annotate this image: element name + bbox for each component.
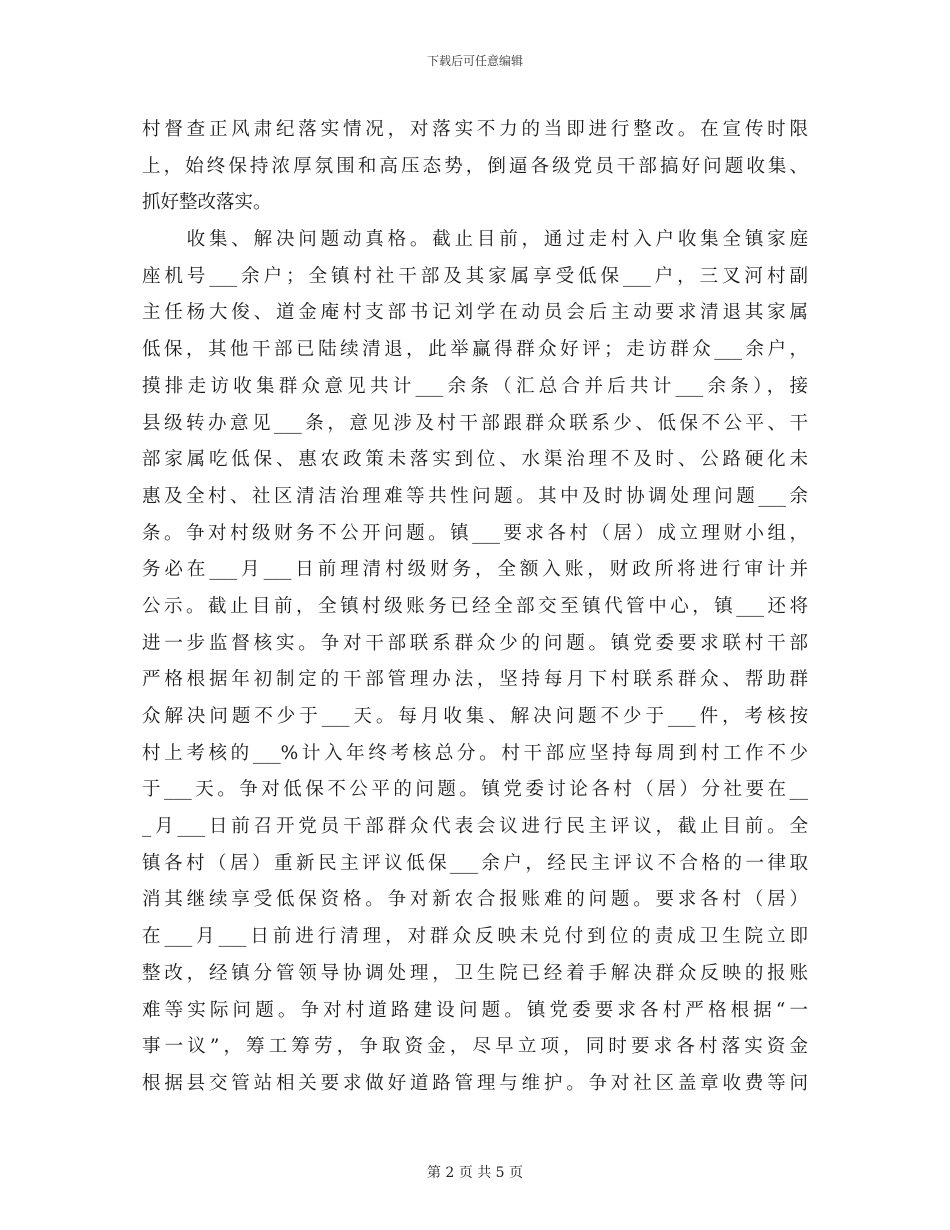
text-line: 在___月___日前进行清理，对群众反映未兑付到位的责成卫生院立即 <box>142 926 808 948</box>
text-line: 根据县交管站相关要求做好道路管理与维护。争对社区盖章收费等问 <box>142 1072 808 1094</box>
text-line: 上，始终保持浓厚氛围和高压态势，倒逼各级党员干部搞好问题收集、 <box>142 155 808 177</box>
text-line: 镇各村（居）重新民主评议低保___余户，经民主评议不合格的一律取 <box>142 852 808 874</box>
text-line: 座机号___余户；全镇村社干部及其家属享受低保___户，三叉河村副 <box>142 265 808 287</box>
text-line: 务必在___月___日前理清村级财务，全额入账，财政所将进行审计并 <box>142 559 808 581</box>
text-line: 收集、解决问题动真格。截止目前，通过走村入户收集全镇家庭 <box>142 229 808 251</box>
page-header: 下载后可任意编辑 <box>426 54 523 68</box>
text-line: 进一步监督核实。争对干部联系群众少的问题。镇党委要求联村干部 <box>142 632 808 654</box>
text-line: _月___日前召开党员干部群众代表会议进行民主评议，截止目前。全 <box>142 816 808 838</box>
text-line: 条。争对村级财务不公开问题。镇___要求各村（居）成立理财小组， <box>142 522 808 544</box>
document-body <box>142 112 808 1139</box>
text-line: 低保，其他干部已陆续清退，此举赢得群众好评；走访群众___余户， <box>142 339 808 361</box>
text-line: 公示。截止目前，全镇村级账务已经全部交至镇代管中心，镇___还将 <box>142 595 808 617</box>
text-line: 严格根据年初制定的干部管理办法，坚持每月下村联系群众、帮助群 <box>142 669 808 691</box>
text-line: 整改，经镇分管领导协调处理，卫生院已经着手解决群众反映的报账 <box>142 962 808 984</box>
paragraph-1 <box>142 112 808 222</box>
text-line: 县级转办意见___条，意见涉及村干部跟群众联系少、低保不公平、干 <box>142 412 808 434</box>
text-line: 村督查正风肃纪落实情况，对落实不力的当即进行整改。在宣传时限 <box>142 119 808 140</box>
text-line: 村上考核的___%计入年终考核总分。村干部应坚持每周到村工作不少 <box>142 742 808 764</box>
text-line: 抓好整改落实。 <box>142 192 272 214</box>
text-line: 摸排走访收集群众意见共计___余条（汇总合并后共计___余条），接 <box>142 375 808 397</box>
text-line: 主任杨大俊、道金庵村支部书记刘学在动员会后主动要求清退其家属 <box>142 302 808 324</box>
text-line <box>142 1103 808 1140</box>
text-line: 消其继续享受低保资格。争对新农合报账难的问题。要求各村（居） <box>142 889 808 911</box>
text-line: 于___天。争对低保不公平的问题。镇党委讨论各村（居）分社要在__ <box>142 779 808 801</box>
text-line: 事一议”，筹工筹劳，争取资金，尽早立项，同时要求各村落实资金 <box>142 1036 808 1058</box>
text-line: 惠及全村、社区清洁治理难等共性问题。其中及时协调处理问题___余 <box>142 485 808 507</box>
text-line: 众解决问题不少于___天。每月收集、解决问题不少于___件，考核按 <box>142 706 808 727</box>
page-number-footer: 第 2 页 共 5 页 <box>426 1165 524 1181</box>
text-line: 部家属吃低保、惠农政策未落实到位、水渠治理不及时、公路硬化未 <box>142 449 808 471</box>
paragraph-2 <box>142 222 808 1139</box>
text-line: 难等实际问题。争对村道路建设问题。镇党委要求各村严格根据“一 <box>142 999 808 1021</box>
